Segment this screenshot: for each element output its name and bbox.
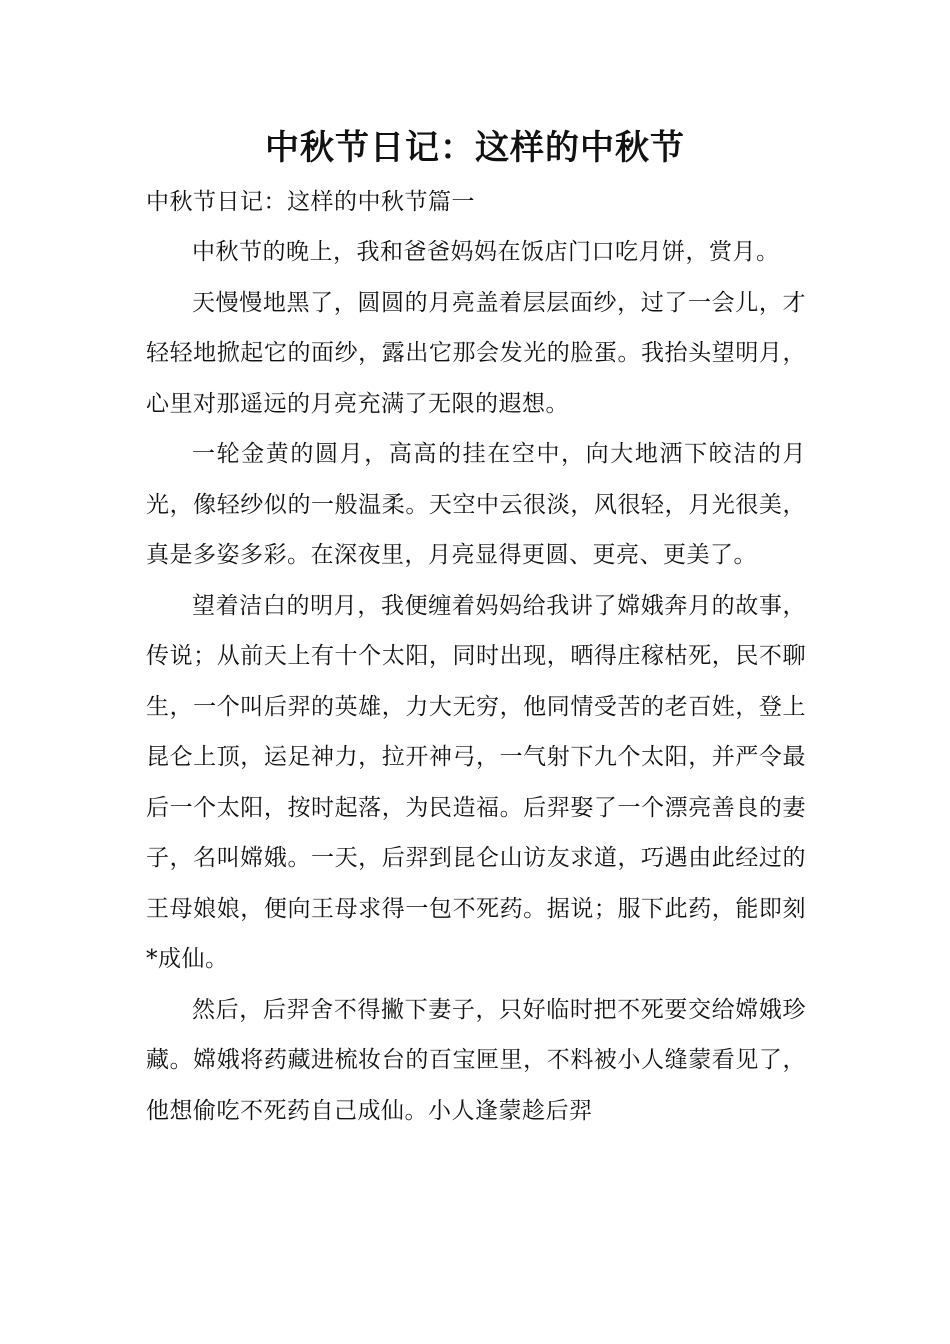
document-title: 中秋节日记：这样的中秋节 [265, 128, 685, 168]
paragraph: 然后，后羿舍不得撇下妻子，只好临时把不死要交给嫦娥珍藏。嫦娥将药藏进梳妆台的百宝匣里，不料被小人缝蒙看见了，他想偷吃不死药自己成仙。小人逢蒙趁后羿 [146, 996, 806, 1124]
paragraph: 一轮金黄的圆月，高高的挂在空中，向大地洒下皎洁的月光，像轻纱似的一般温柔。天空中云很淡，风很轻，月光很美，真是多姿多彩。在深夜里，月亮显得更圆、更亮、更美了。 [146, 441, 806, 568]
paragraph: 望着洁白的明月，我便缠着妈妈给我讲了嫦娥奔月的故事，传说；从前天上有十个太阳，同时出现，晒得庄稼枯死，民不聊生，一个叫后羿的英雄，力大无穷，他同情受苦的老百姓，登上昆仑上顶，运足神力，拉开神弓，一气射下九个太阳，并严令最后一个太阳，按时起落，为民造福。后羿娶了一个漂亮善良的妻子，名叫嫦娥。一天，后羿到昆仑山访友求道，巧遇由此经过的王母娘娘，便向王母求得一包不死药。据说；服下此药，能即刻*成仙。 [146, 592, 806, 972]
section-subtitle: 中秋节日记：这样的中秋节篇一 [146, 189, 475, 215]
paragraph: 天慢慢地黑了，圆圆的月亮盖着层层面纱，过了一会儿，才轻轻地掀起它的面纱，露出它那会发光的脸蛋。我抬头望明月，心里对那遥远的月亮充满了无限的遐想。 [146, 289, 806, 417]
document-body [146, 177, 806, 1136]
paragraph: 中秋节的晚上，我和爸爸妈妈在饭店门口吃月饼，赏月。 [192, 239, 780, 265]
